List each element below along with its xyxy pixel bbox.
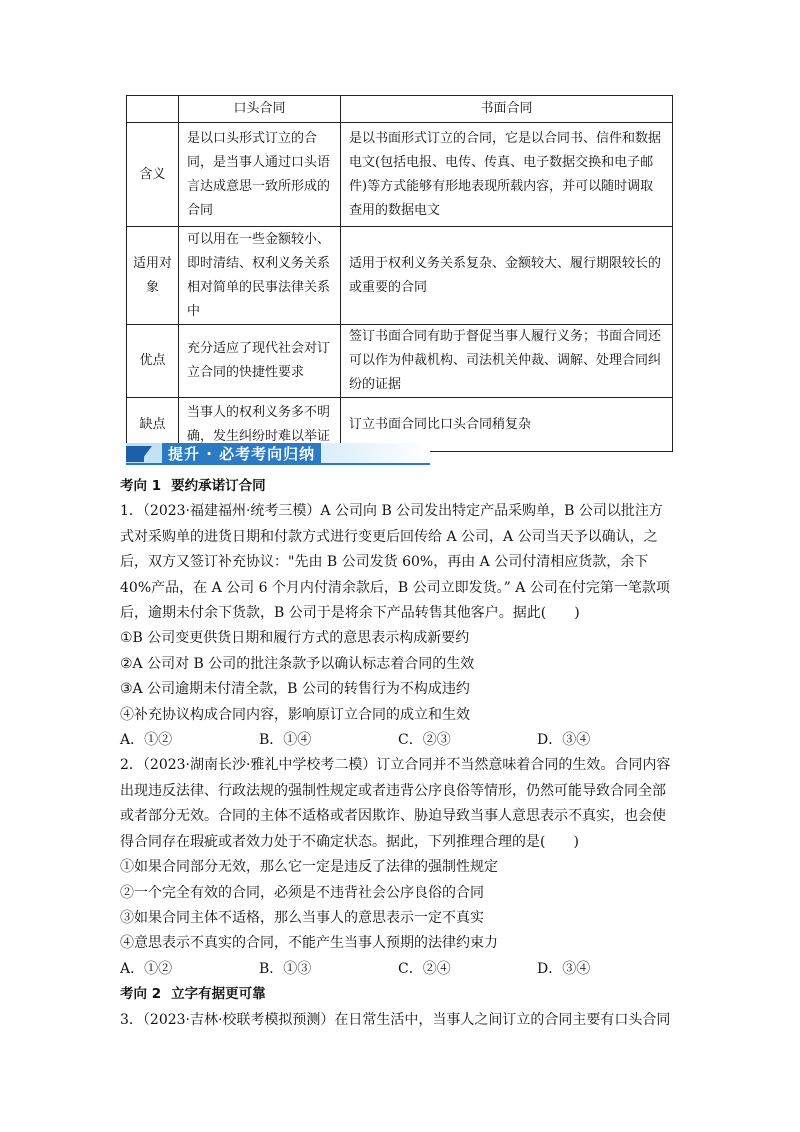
- banner-marker-tail-icon: [140, 446, 152, 462]
- option-line: ①B 公司变更供货日期和履行方式的意思表示构成新要约: [120, 630, 470, 647]
- choice-d: D．③④: [537, 732, 591, 749]
- option-line: ②一个完全有效的合同，必须是不违背社会公序良俗的合同: [120, 884, 484, 901]
- banner-underline: [126, 463, 430, 465]
- choice-b: B．①④: [259, 732, 312, 749]
- written-cell: 适用于权利义务关系复杂、金额较大、履行期限较长的或重要的合同: [341, 227, 673, 325]
- table-row: [127, 227, 673, 325]
- choice-a: A．①②: [120, 732, 173, 749]
- option-line: ③如果合同主体不适格，那么当事人的意思表示一定不真实: [120, 909, 484, 926]
- question-stem: 3．（2023·吉林·校联考模拟预测）在日常生活中，当事人之间订立的合同主要有口头合同: [120, 1011, 671, 1028]
- section-heading: [120, 474, 676, 499]
- question-stem: 2．（2023·湖南长沙·雅礼中学校考二模）订立合同并不当然意味着合同的生效。合同内容出现违反法律、行政法规的强制性规定或者违背公序良俗等情形，仍然可能导致合同全部或者部分无效。合同的主体不适格或者因欺诈、胁迫导致当事人意思表示不真实，也会使得合同存在瑕疵或者效力处于不确定状态。据此，下列推理合理的是( ): [120, 757, 671, 850]
- row-label: 缺点: [127, 398, 179, 452]
- option-line: ②A 公司对 B 公司的批注条款予以确认标志着合同的生效: [120, 655, 475, 672]
- banner-title: 提升 · 必考考向归纳: [162, 443, 321, 465]
- choice-b: B．①③: [259, 960, 312, 977]
- table-header-cell: 口头合同: [179, 96, 341, 123]
- comparison-table: [126, 95, 673, 452]
- written-cell: 订立书面合同比口头合同稍复杂: [341, 398, 673, 452]
- choice-a: A．①②: [120, 960, 173, 977]
- section-title: 要约承诺订合同: [171, 478, 266, 494]
- row-label: 优点: [127, 325, 179, 398]
- oral-cell: 可以用在一些金额较小、即时清结、权利义务关系相对简单的民事法律关系中: [179, 227, 341, 325]
- choice-c: C．②③: [398, 732, 451, 749]
- oral-cell: 当事人的权利义务多不明确，发生纠纷时难以举证: [179, 398, 341, 452]
- written-cell: 是以书面形式订立的合同，它是以合同书、信件和数据电文(包括电报、电传、传真、电子数据交换和电子邮件)等方式能够有形地表现所载内容，并可以随时调取查用的数据电文: [341, 123, 673, 227]
- option-line: ④补充协议构成合同内容，影响原订立合同的成立和生效: [120, 706, 470, 723]
- oral-cell: 充分适应了现代社会对订立合同的快捷性要求: [179, 325, 341, 398]
- section-number: 考向 2: [120, 986, 162, 1003]
- table-row: [127, 123, 673, 227]
- table-row: [127, 325, 673, 398]
- row-label: 适用对象: [127, 227, 179, 325]
- question-content: [120, 474, 676, 1033]
- question-stem: 1．（2023·福建福州·统考三模）A 公司向 B 公司发出特定产品采购单，B 公司以批注方式对采购单的进货日期和付款方式进行变更后回传给 A 公司，A 公司当天予以确认，之后，双方又签订补充协议："先由 B 公司发货 60%，再由 A 公司付清相应货款，余下 40%产品，在 A 公司 6 个月内付清余款后，B 公司立即发货。” A 公司在付完第一笔款项后，逾期未付余下货款，B 公司于是将余下产品转售其他客户。据此( ): [120, 503, 670, 622]
- table-header-row: [127, 96, 673, 123]
- written-cell: 签订书面合同有助于督促当事人履行义务；书面合同还可以作为仲裁机构、司法机关仲裁、调解、处理合同纠纷的证据: [341, 325, 673, 398]
- choice-d: D．③④: [537, 960, 591, 977]
- section-banner: [126, 443, 430, 465]
- table-header-cell: 书面合同: [341, 96, 673, 123]
- option-line: ③A 公司逾期未付清全款，B 公司的转售行为不构成违约: [120, 681, 470, 698]
- row-label: 含义: [127, 123, 179, 227]
- section-number: 考向 1: [120, 478, 162, 494]
- answer-choices: [120, 728, 676, 753]
- option-line: ①如果合同部分无效，那么它一定是违反了法律的强制性规定: [120, 859, 498, 876]
- oral-cell: 是以口头形式订立的合同，是当事人通过口头语言达成意思一致所形成的合同: [179, 123, 341, 227]
- answer-choices: [120, 957, 676, 982]
- choice-c: C．②④: [398, 960, 451, 977]
- section-title: 立字有据更可靠: [171, 986, 266, 1003]
- table-header-cell: [127, 96, 179, 123]
- option-line: ④意思表示不真实的合同，不能产生当事人预期的法律约束力: [120, 935, 498, 952]
- section-heading: [120, 982, 676, 1007]
